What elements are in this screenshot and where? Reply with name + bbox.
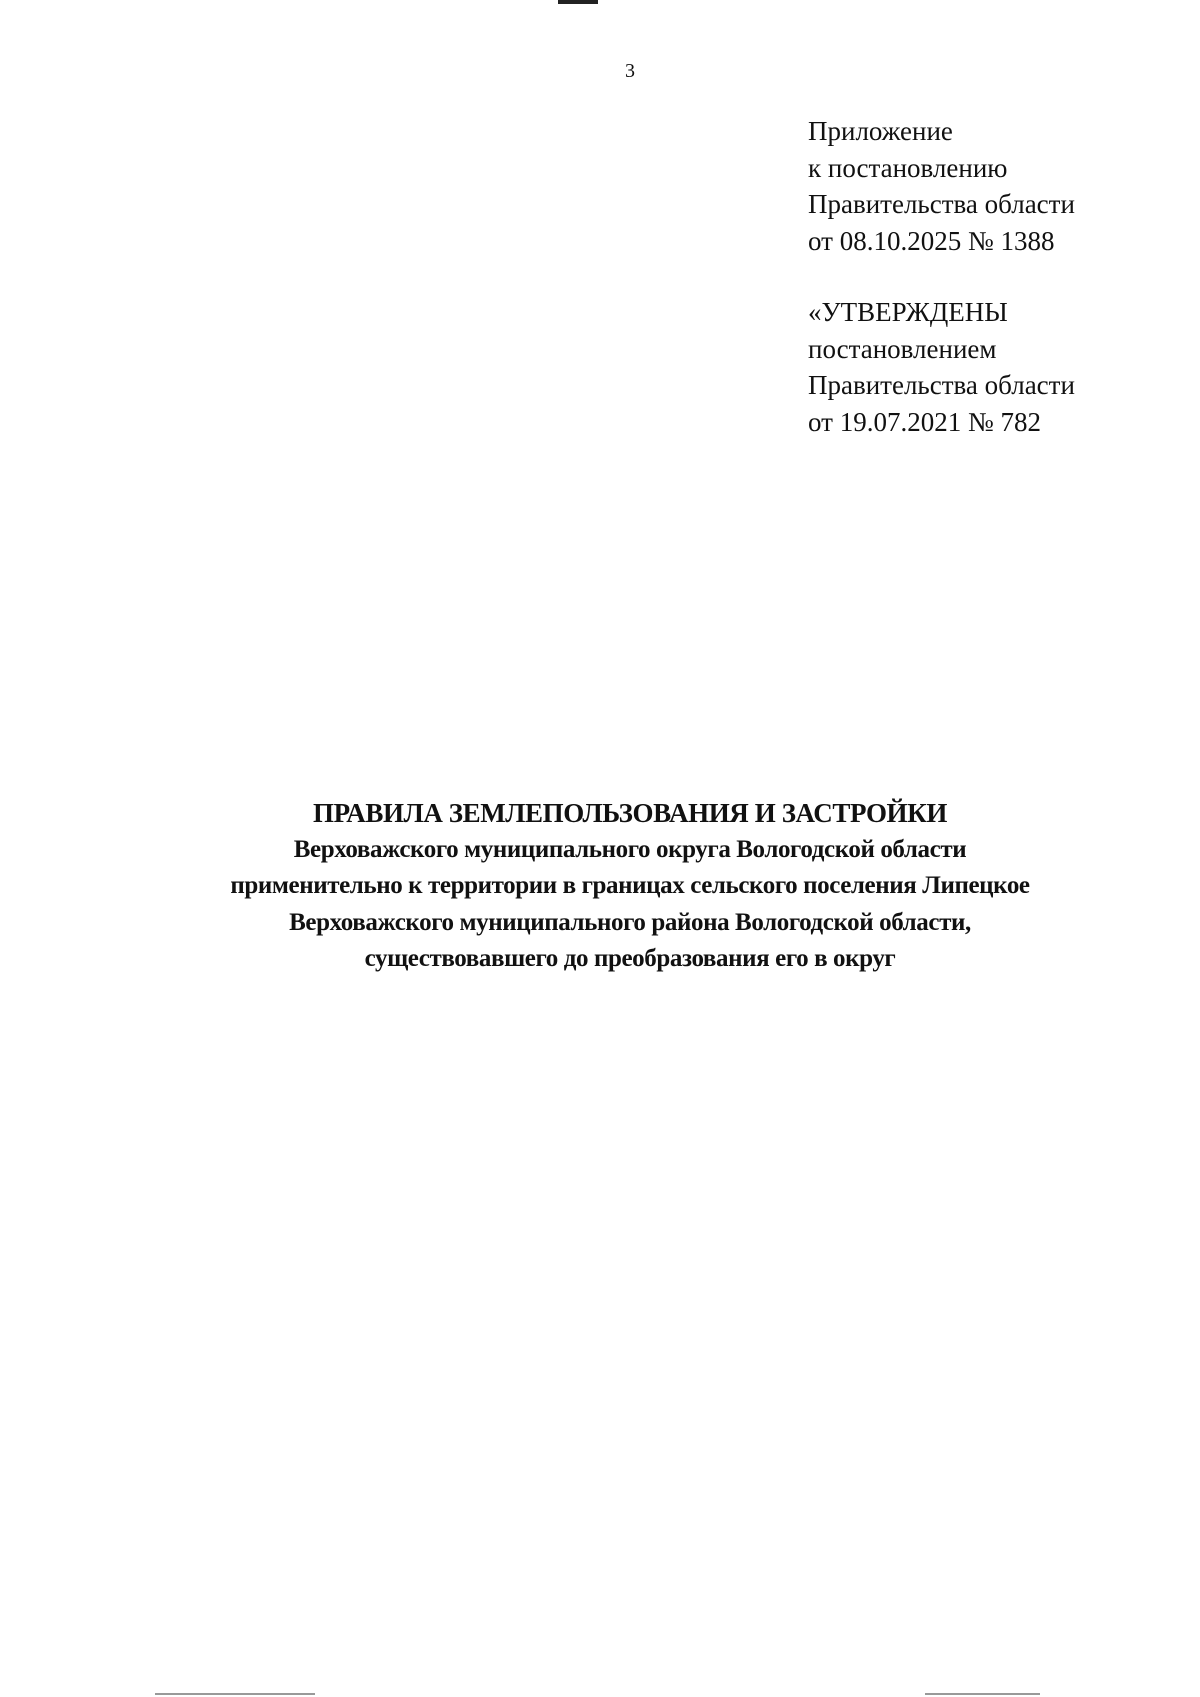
title-line: Верховажского муниципального округа Вологодской области <box>293 835 967 863</box>
appendix-line: Приложение <box>808 116 953 146</box>
title-line: существовавшего до преобразования его в округ <box>364 945 896 972</box>
approved-line: постановлением <box>808 333 997 364</box>
appendix-line: к постановлению <box>808 152 1008 183</box>
approved-line: «УТВЕРЖДЕНЫ <box>808 297 1008 327</box>
appendix-line: Правительства области <box>808 189 1075 219</box>
approved-block <box>808 294 1075 440</box>
title-line: применительно к территории в границах сельского поселения Липецкое <box>230 872 1030 899</box>
document-title <box>140 795 1120 978</box>
scan-artifact-bottom-left <box>155 1693 315 1695</box>
approved-line: Правительства области <box>808 370 1075 400</box>
title-main: ПРАВИЛА ЗЕМЛЕПОЛЬЗОВАНИЯ И ЗАСТРОЙКИ <box>313 798 947 828</box>
appendix-block <box>808 113 1075 259</box>
approved-line: от 19.07.2021 № 782 <box>808 406 1041 437</box>
scan-artifact-bottom-right <box>925 1693 1040 1695</box>
appendix-line: от 08.10.2025 № 1388 <box>808 225 1055 256</box>
scan-artifact-top <box>558 0 598 4</box>
title-line: Верховажского муниципального района Вологодской области, <box>289 908 971 936</box>
page-number: 3 <box>625 60 635 82</box>
